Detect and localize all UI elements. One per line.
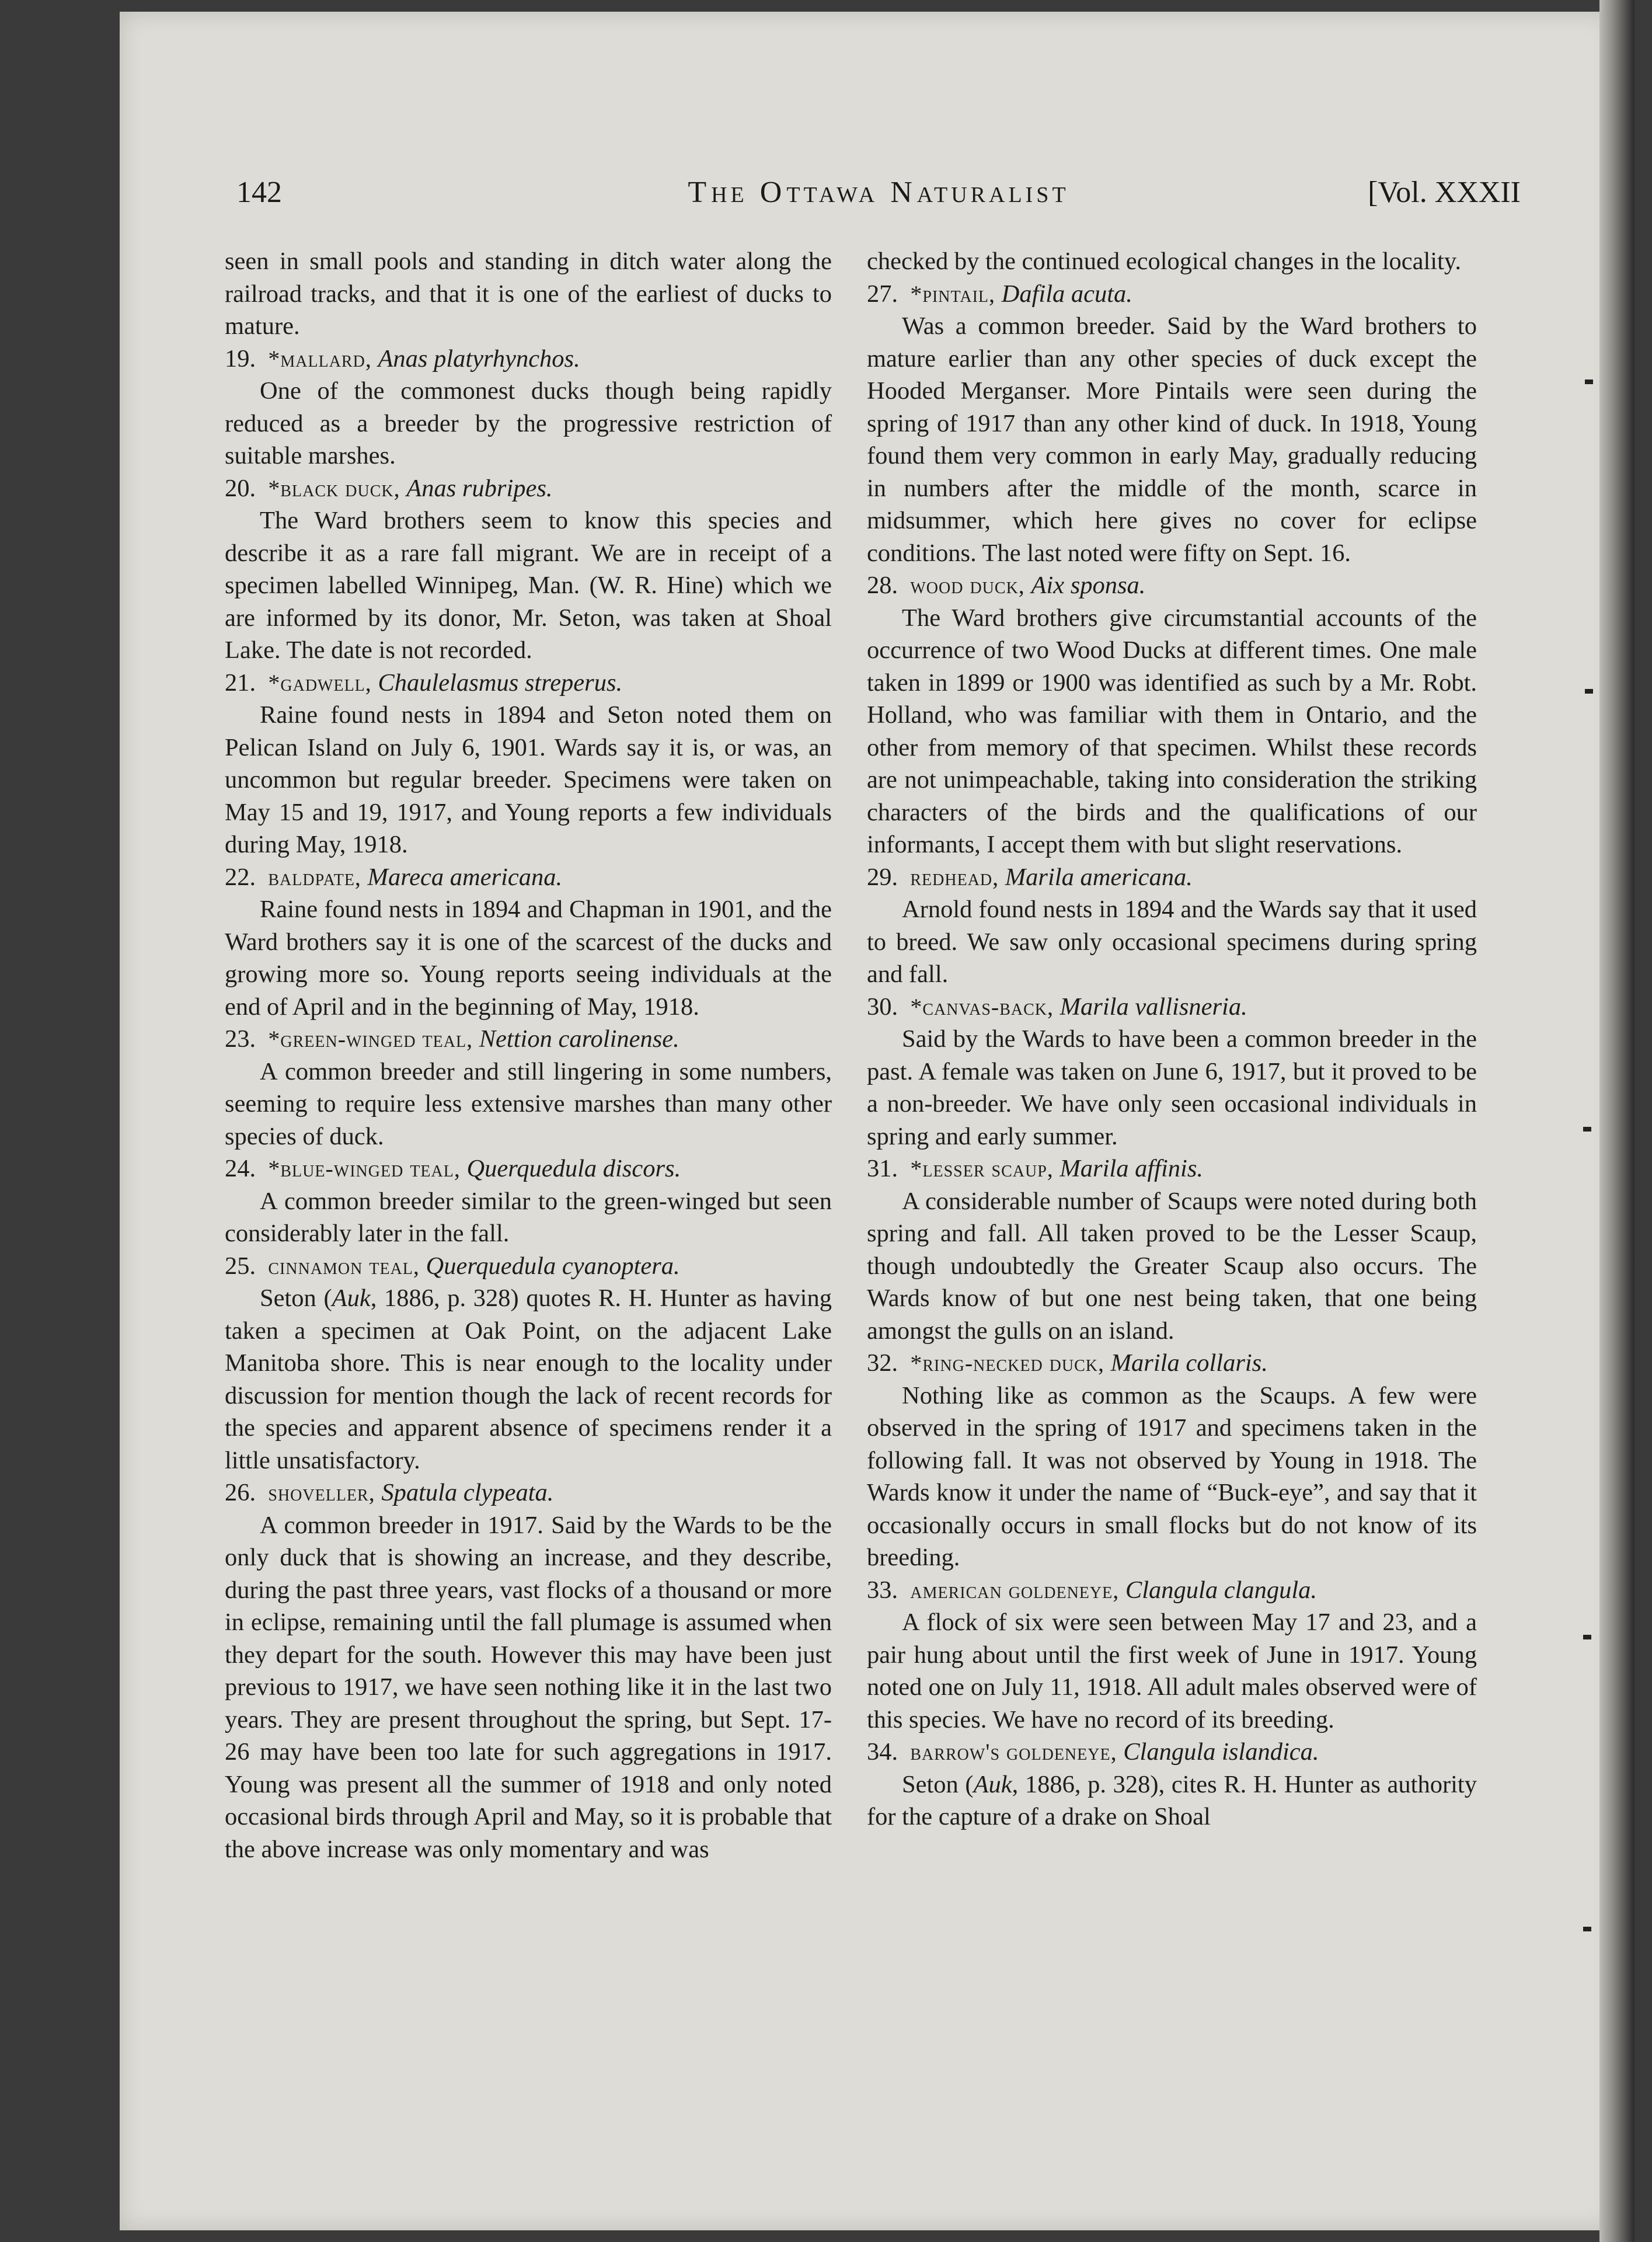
species-heading: 23. *green-winged teal, Nettion carolinense. xyxy=(225,1025,679,1053)
binding-mark xyxy=(1585,689,1593,694)
species-heading: 30. *canvas-back, Marila vallisneria. xyxy=(867,993,1247,1021)
paragraph: A considerable number of Scaups were noted during both spring and fall. All taken proved to be the Lesser Scaup, though undoubtedly the Greater Scaup also occurs. The Wards know of but one nest being taken, that one being amongst the gulls on an island. xyxy=(867,1187,1477,1345)
paragraph: Said by the Wards to have been a common breeder in the past. A female was taken on June 6, 1917, but it proved to be a non-breeder. We have only seen occasional individuals in spring and early summer. xyxy=(867,1025,1477,1150)
paragraph: The Ward brothers give circumstantial accounts of the occurrence of two Wood Ducks at different times. One male taken in 1899 or 1900 was identified as such by a Mr. Robt. Holland, who was familiar with them in Ontario, and the other from memory of that specimen. Whilst these records are not unimpeachable, taking into consideration the striking characters of the birds and the qualifications of our informants, I accept them with but slight reservations. xyxy=(867,604,1477,858)
running-header xyxy=(236,175,1521,216)
paragraph: A flock of six were seen between May 17 and 23, and a pair hung about until the first week of June in 1917. Young noted one on July 11, 1918. All adult males observed were of this species. We have no record of its breeding. xyxy=(867,1609,1477,1733)
species-heading: 24. *blue-winged teal, Querquedula discors. xyxy=(225,1155,681,1182)
paragraph: Raine found nests in 1894 and Chapman in 1901, and the Ward brothers say it is one of the scarcest of the ducks and growing more so. Young reports seeing individuals at the end of April and in the beginning of May, 1918. xyxy=(225,896,832,1021)
species-heading: 32. *ring-necked duck, Marila collaris. xyxy=(867,1349,1268,1377)
binding-mark xyxy=(1583,1635,1591,1639)
paragraph: Raine found nests in 1894 and Seton noted them on Pelican Island on July 6, 1901. Wards say it is, or was, an uncommon but regular breeder. Specimens were taken on May 15 and 19, 1917, and Young reports a few individuals during May, 1918. xyxy=(225,701,832,858)
paragraph: Nothing like as common as the Scaups. A few were observed in the spring of 1917 and specimens taken in the following fall. It was not observed by Young in 1918. The Wards know it under the name of “Buck-eye”, and say that it occasionally occurs in small flocks but do not know of its breeding. xyxy=(867,1381,1477,1571)
species-heading: 28. wood duck, Aix sponsa. xyxy=(867,572,1146,599)
paragraph: The Ward brothers seem to know this species and describe it as a rare fall migrant. We are in receipt of a specimen labelled Winnipeg, Man. (W. R. Hine) which we are informed by its donor, Mr. Seton, was taken at Shoal Lake. The date is not recorded. xyxy=(225,507,832,664)
species-heading: 33. american goldeneye, Clangula clangula. xyxy=(867,1576,1318,1604)
paragraph: A common breeder and still lingering in some numbers, seeming to require less extensive marshes than many other species of duck. xyxy=(225,1057,832,1150)
species-heading: 20. *black duck, Anas rubripes. xyxy=(225,474,553,502)
species-heading: 29. redhead, Marila americana. xyxy=(867,863,1193,891)
paragraph: Was a common breeder. Said by the Ward brothers to mature earlier than any other species of duck except the Hooded Merganser. More Pintails were seen during the spring of 1917 than any other kind of duck. In 1918, Young found them very common in early May, gradually reducing in numbers after the middle of the month, scarce in midsummer, which here gives no cover for eclipse conditions. The last noted were fifty on Sept. 16. xyxy=(867,312,1477,567)
binding-mark xyxy=(1583,1927,1591,1931)
journal-title: THE OTTAWA NATURALIST xyxy=(688,176,1069,209)
paragraph: checked by the continued ecological changes in the locality. xyxy=(867,248,1462,275)
right-column xyxy=(867,245,1477,1833)
paragraph: Seton (Auk, 1886, p. 328) quotes R. H. Hunter as having taken a specimen at Oak Point, on the adjacent Lake Manitoba shore. This is near enough to the locality under discussion for mention though the lack of recent records for the species and apparent absence of specimens render it a little unsatisfactory. xyxy=(225,1284,832,1474)
volume-label: [Vol. XXXII xyxy=(1368,176,1521,209)
paragraph: Seton (Auk, 1886, p. 328), cites R. H. Hunter as authority for the capture of a drake on Shoal xyxy=(867,1770,1477,1830)
paragraph: A common breeder in 1917. Said by the Wards to be the only duck that is showing an increase, and they describe, during the past three years, vast flocks of a thousand or more in eclipse, remaining until the fall plumage is assumed when they depart for the south. However this may have been just previous to 1917, we have seen nothing like it in the last two years. They are present throughout the spring, but Sept. 17-26 may have been too late for such aggregations in 1917. Young was present all the summer of 1918 and only noted occasional birds through April and May, so it is probable that the above increase was only momentary and was xyxy=(225,1511,832,1863)
species-heading: 31. *lesser scaup, Marila affinis. xyxy=(867,1155,1203,1182)
species-heading: 27. *pintail, Dafila acuta. xyxy=(867,280,1132,308)
binding-mark xyxy=(1585,380,1593,384)
binding-mark xyxy=(1583,1127,1591,1132)
paragraph: seen in small pools and standing in ditch water along the railroad tracks, and that it is one of the earliest of ducks to mature. xyxy=(225,248,832,340)
species-heading: 19. *mallard, Anas platyrhynchos. xyxy=(225,344,580,372)
paragraph: One of the commonest ducks though being rapidly reduced as a breeder by the progressive restriction of suitable marshes. xyxy=(225,377,832,469)
left-column xyxy=(225,245,832,1865)
page-number: 142 xyxy=(236,176,282,209)
paragraph: A common breeder similar to the green-winged but seen considerably later in the fall. xyxy=(225,1187,832,1247)
species-heading: 21. *gadwell, Chaulelasmus streperus. xyxy=(225,669,623,697)
book-binding-edge xyxy=(1599,0,1634,2242)
species-heading: 34. barrow's goldeneye, Clangula islandica. xyxy=(867,1738,1319,1766)
paragraph: Arnold found nests in 1894 and the Wards say that it used to breed. We saw only occasional specimens during spring and fall. xyxy=(867,896,1477,988)
species-heading: 26. shoveller, Spatula clypeata. xyxy=(225,1479,554,1506)
species-heading: 25. cinnamon teal, Querquedula cyanoptera. xyxy=(225,1252,680,1280)
species-heading: 22. baldpate, Mareca americana. xyxy=(225,863,563,891)
